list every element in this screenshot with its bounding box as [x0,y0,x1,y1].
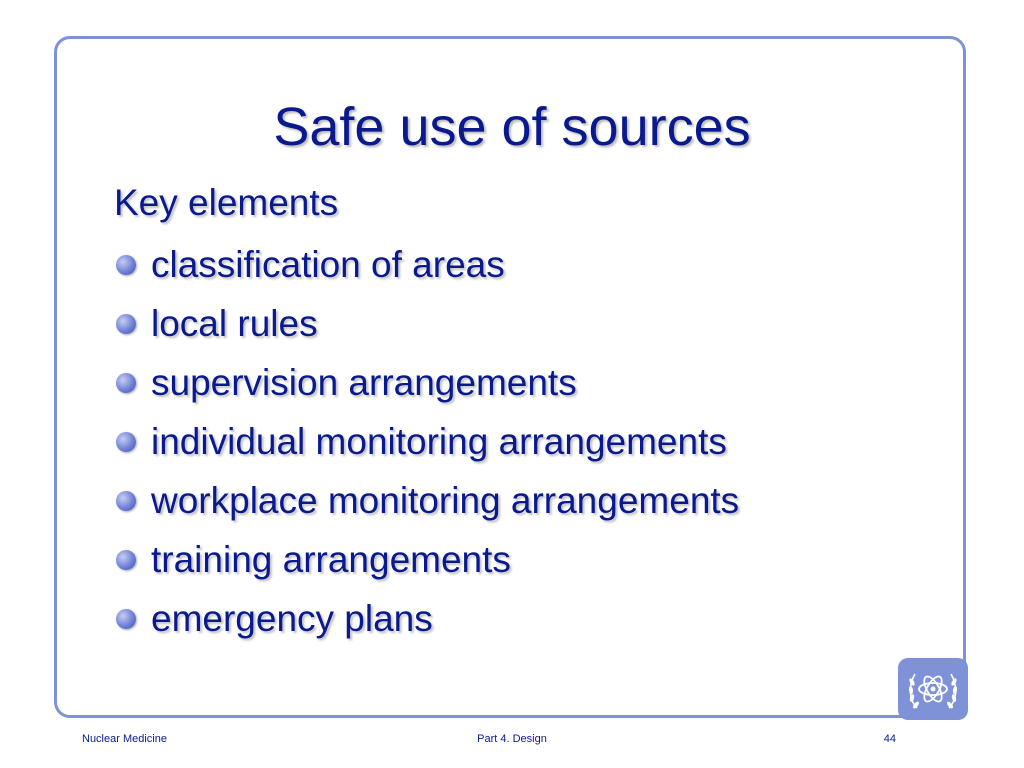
bullet-item [114,353,914,412]
bullet-icon [116,255,136,275]
bullet-item [114,294,914,353]
bullet-text: classification of areas [151,244,505,285]
bullet-text: individual monitoring arrangements [151,421,727,462]
bullet-item [114,412,914,471]
bullet-item [114,530,914,589]
bullet-text: training arrangements [151,539,511,580]
bullet-text: emergency plans [151,598,433,639]
page-number: 44 [883,733,896,745]
bullet-icon [116,314,136,334]
bullet-text: workplace monitoring arrangements [151,480,740,521]
bullet-icon [116,609,136,629]
bullet-icon [116,491,136,511]
footer-course-title: Nuclear Medicine [82,733,167,745]
slide-title: Safe use of sources [273,97,751,157]
bullet-icon [116,373,136,393]
bullet-item [114,471,914,530]
bullet-item [114,589,914,648]
bullet-text: supervision arrangements [151,362,577,403]
slide-content [114,176,914,648]
bullet-icon [116,432,136,452]
subheading: Key elements [114,182,339,223]
bullet-text: local rules [151,303,318,344]
bullet-item [114,235,914,294]
bullet-list [114,235,914,648]
footer-section: Part 4. Design [477,733,547,745]
iaea-logo-icon [898,658,968,720]
bullet-icon [116,550,136,570]
